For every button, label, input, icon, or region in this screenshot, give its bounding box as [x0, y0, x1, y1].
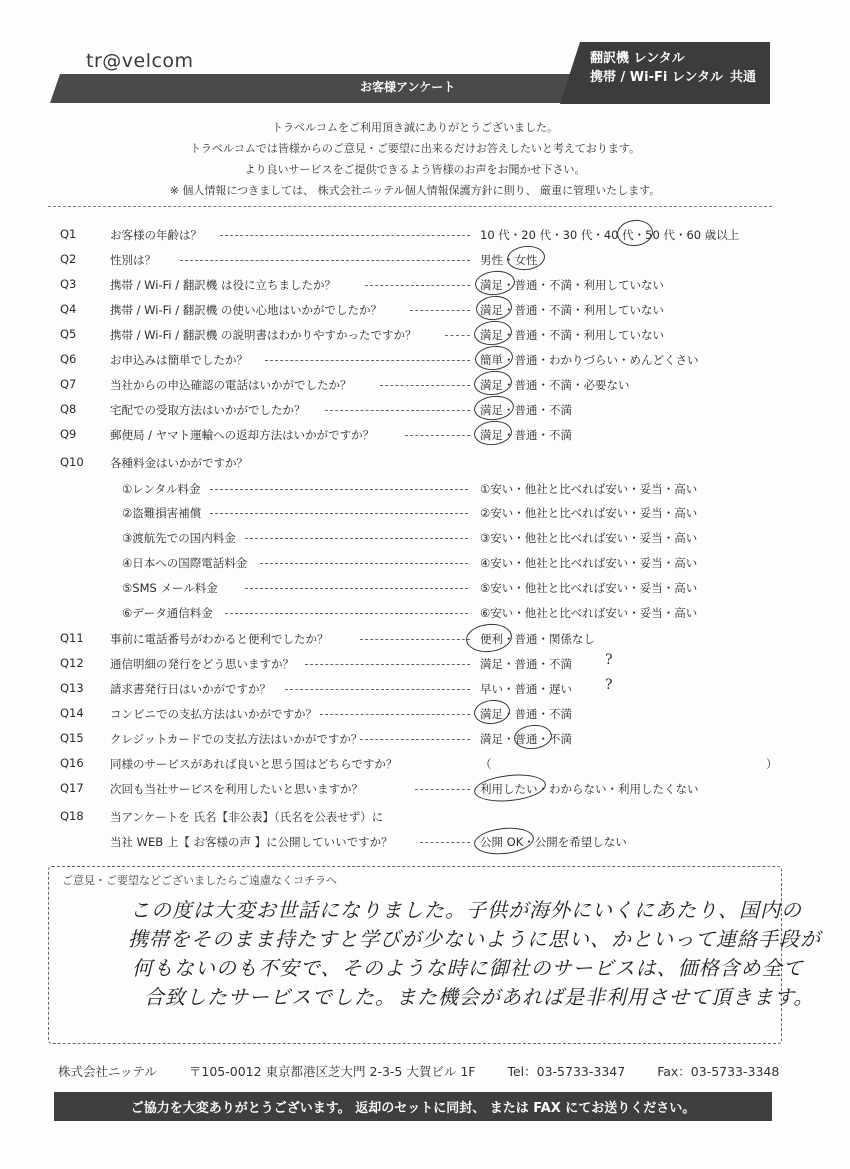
- answer-options[interactable]: 男性・女性: [480, 253, 538, 267]
- q18-line1: 当アンケートを 氏名【非公表】（氏名を公表せず）に: [110, 810, 384, 824]
- question-row: [60, 452, 780, 474]
- question-row: [60, 349, 780, 371]
- comment-line: この度は大変お世話になりました。子供が海外にいくにあたり、国内の: [130, 898, 802, 922]
- leader-dash: [380, 385, 470, 386]
- question-text: お客様の年齢は？: [110, 228, 202, 242]
- question-text: 通信明細の発行をどう思いますか？: [110, 657, 294, 671]
- badge-line-mobile: 携帯 / Wi-Fi レンタル: [590, 70, 724, 85]
- question-number: Q14: [60, 706, 84, 720]
- question-row: [60, 249, 780, 271]
- leader-dash: [220, 235, 470, 236]
- question-text: コンビニでの支払方法はいかがですか？: [110, 707, 317, 721]
- answer-options[interactable]: 満足・普通・不満・利用していない: [480, 328, 664, 342]
- company-fax: Fax：03-5733-3348: [657, 1064, 780, 1079]
- leader-dash: [305, 664, 470, 665]
- question-number: Q4: [60, 302, 77, 316]
- question-number: Q10: [60, 455, 84, 469]
- answer-options[interactable]: （: [480, 757, 492, 771]
- question-row: [60, 653, 780, 675]
- intro-text: [0, 117, 850, 201]
- question-row: [60, 399, 780, 421]
- answer-options[interactable]: 満足・普通・不満・必要ない: [480, 378, 630, 392]
- leader-dash: [180, 260, 470, 261]
- leader-dash: [210, 513, 468, 514]
- question-row: [60, 753, 780, 775]
- answer-options[interactable]: 公開 OK・公開を希望しない: [480, 835, 627, 849]
- answer-options[interactable]: 満足・普通・不満・利用していない: [480, 303, 664, 317]
- answer-options[interactable]: 早い・普通・遅い: [480, 682, 572, 696]
- leader-dash: [320, 714, 470, 715]
- leader-dash: [260, 563, 468, 564]
- question-row: [60, 299, 780, 321]
- question-number: Q16: [60, 756, 84, 770]
- question-number: Q9: [60, 427, 77, 441]
- question-text: お申込みは簡単でしたか？: [110, 353, 248, 367]
- badge-common: 共通: [730, 70, 757, 85]
- question-text: 当社からの申込確認の電話はいかがでしたか？: [110, 378, 352, 392]
- answer-options[interactable]: 満足・普通・不満・利用していない: [480, 278, 664, 292]
- question-row: [60, 678, 780, 700]
- answer-options[interactable]: 10 代・20 代・30 代・40 代・50 代・60 歳以上: [480, 228, 740, 242]
- question-number: Q15: [60, 731, 84, 745]
- intro-line: トラベルコムをご利用頂き誠にありがとうございました。: [272, 121, 558, 134]
- question-text: 次回も当社サービスを利用したいと思いますか？: [110, 782, 363, 796]
- fee-row: [60, 527, 780, 549]
- comments-title: ご意見・ご要望などございましたらご遠慮なくコチラへ: [62, 874, 337, 887]
- leader-dash: [415, 789, 470, 790]
- question-number: Q12: [60, 656, 84, 670]
- question-text: 携帯 / Wi-Fi / 翻訳機 は役に立ちましたか？: [110, 278, 336, 292]
- leader-dash: [285, 689, 470, 690]
- answer-options[interactable]: ⑤安い・他社と比べれば安い・妥当・高い: [480, 581, 698, 595]
- comment-line: 合致したサービスでした。また機会があれば是非利用させて頂きます。: [144, 985, 815, 1009]
- question-row: [60, 424, 780, 446]
- separator: [48, 206, 772, 207]
- leader-dash: [225, 613, 468, 614]
- leader-dash: [265, 360, 470, 361]
- question-text: 宅配での受取方法はいかがでしたか？: [110, 403, 306, 417]
- question-number: Q3: [60, 277, 77, 291]
- fee-row: [60, 502, 780, 524]
- question-row: [60, 628, 780, 650]
- intro-line: より良いサービスをご提供できるよう皆様のお声をお聞かせ下さい。: [244, 163, 586, 176]
- footer-contact: [58, 1062, 807, 1080]
- leader-dash: [360, 739, 470, 740]
- answer-options[interactable]: ④安い・他社と比べれば安い・妥当・高い: [480, 556, 698, 570]
- company-name: 株式会社ニッテル: [58, 1064, 157, 1079]
- company-tel: Tel：03-5733-3347: [507, 1064, 626, 1079]
- question-number: Q2: [60, 252, 77, 266]
- intro-line: トラベルコムでは皆様からのご意見・ご要望に出来るだけお答えしたいと考えております。: [189, 142, 641, 155]
- question-text: 同様のサービスがあれば良いと思う国はどちらですか？: [110, 757, 398, 771]
- question-number: Q17: [60, 781, 84, 795]
- q18-line2: 当社 WEB 上【 お客様の声 】に公開していいですか？: [110, 835, 393, 849]
- question-row: [60, 703, 780, 725]
- answer-options[interactable]: ⑥安い・他社と比べれば安い・妥当・高い: [480, 606, 698, 620]
- question-row-q18-cont: [60, 831, 780, 853]
- service-badge: [590, 49, 723, 87]
- leader-dash: [360, 639, 470, 640]
- leader-dash: [410, 310, 470, 311]
- footer-thanks: ご協力を大変ありがとうございます。 返却のセットに同封、 または FAX にてお送りください。: [130, 1101, 696, 1116]
- fee-row: [60, 478, 780, 500]
- travelcom-logo: tr@velcom: [86, 50, 194, 72]
- intro-line: ※ 個人情報につきましては、 株式会社ニッテル個人情報保護方針に則り、 厳重に管理いたします。: [169, 184, 661, 197]
- question-text: 事前に電話番号がわかると便利でしたか？: [110, 632, 329, 646]
- fee-label: ④日本への国際電話料金: [122, 556, 248, 570]
- fee-label: ①レンタル料金: [122, 482, 201, 496]
- leader-dash: [405, 435, 470, 436]
- answer-options[interactable]: ②安い・他社と比べれば安い・妥当・高い: [480, 506, 698, 520]
- survey-title: お客様アンケート: [360, 80, 456, 94]
- question-text: 携帯 / Wi-Fi / 翻訳機 の使い心地はいかがでしたか？: [110, 303, 382, 317]
- question-row: [60, 224, 780, 246]
- answer-options[interactable]: 満足・普通・不満: [480, 403, 572, 417]
- question-text: クレジットカードでの支払方法はいかがですか？: [110, 732, 363, 746]
- question-text: 性別は？: [110, 253, 156, 267]
- question-text: 各種料金はいかがですか？: [110, 456, 248, 470]
- question-row: [60, 374, 780, 396]
- question-number: Q8: [60, 402, 77, 416]
- answer-options[interactable]: ③安い・他社と比べれば安い・妥当・高い: [480, 531, 698, 545]
- question-row: [60, 728, 780, 750]
- question-row: [60, 778, 780, 800]
- question-row: [60, 274, 780, 296]
- question-number: Q7: [60, 377, 77, 391]
- fee-label: ②盗難損害補償: [122, 506, 202, 520]
- question-number: Q6: [60, 352, 77, 366]
- handwritten-comment: [130, 896, 821, 1012]
- leader-dash: [245, 588, 468, 589]
- fee-label: ⑥データ通信料金: [122, 606, 213, 620]
- bracket-close: ）: [766, 757, 778, 771]
- company-address: 〒105-0012 東京都港区芝大門 2-3-5 大賀ビル 1F: [188, 1064, 476, 1079]
- leader-dash: [365, 285, 470, 286]
- answer-options[interactable]: 利用したい・わからない・利用したくない: [480, 782, 699, 796]
- answer-options[interactable]: 満足・普通・不満: [480, 732, 572, 746]
- question-number: Q1: [60, 227, 77, 241]
- handwritten-question-mark: ?: [605, 652, 613, 668]
- answer-options[interactable]: 便利・普通・関係なし: [480, 632, 595, 646]
- fee-label: ③渡航先での国内料金: [122, 531, 236, 545]
- fee-row: [60, 552, 780, 574]
- leader-dash: [245, 538, 468, 539]
- question-text: 郵便局 / ヤマト運輸への返却方法はいかがですか？: [110, 428, 375, 442]
- leader-dash: [210, 489, 468, 490]
- answer-options[interactable]: 満足・普通・不満: [480, 707, 572, 721]
- question-number: Q13: [60, 681, 84, 695]
- question-text: 請求書発行日はいかがですか？: [110, 682, 271, 696]
- leader-dash: [445, 335, 470, 336]
- handwritten-question-mark: ?: [605, 677, 613, 693]
- answer-options[interactable]: 満足・普通・不満: [480, 657, 572, 671]
- answer-options[interactable]: 簡単・普通・わかりづらい・めんどくさい: [480, 353, 699, 367]
- question-number: Q11: [60, 631, 84, 645]
- question-number: Q18: [60, 809, 84, 823]
- badge-line-translator: 翻訳機 レンタル: [590, 51, 685, 66]
- question-text: 携帯 / Wi-Fi / 翻訳機 の説明書はわかりやすかったですか？: [110, 328, 417, 342]
- answer-options[interactable]: 満足・普通・不満: [480, 428, 572, 442]
- leader-dash: [325, 410, 470, 411]
- question-row: [60, 324, 780, 346]
- comment-line: 何もないのも不安で、そのような時に御社のサービスは、価格含め全て: [132, 956, 804, 980]
- fee-row: [60, 602, 780, 624]
- question-row-q18: [60, 806, 780, 828]
- fee-label: ⑤SMS メール料金: [122, 581, 218, 595]
- answer-options[interactable]: ①安い・他社と比べれば安い・妥当・高い: [480, 482, 698, 496]
- comment-line: 携帯をそのまま持たすと学びが少ないように思い、かといって連絡手段が: [128, 927, 821, 951]
- fee-row: [60, 577, 780, 599]
- leader-dash: [420, 842, 470, 843]
- question-number: Q5: [60, 327, 77, 341]
